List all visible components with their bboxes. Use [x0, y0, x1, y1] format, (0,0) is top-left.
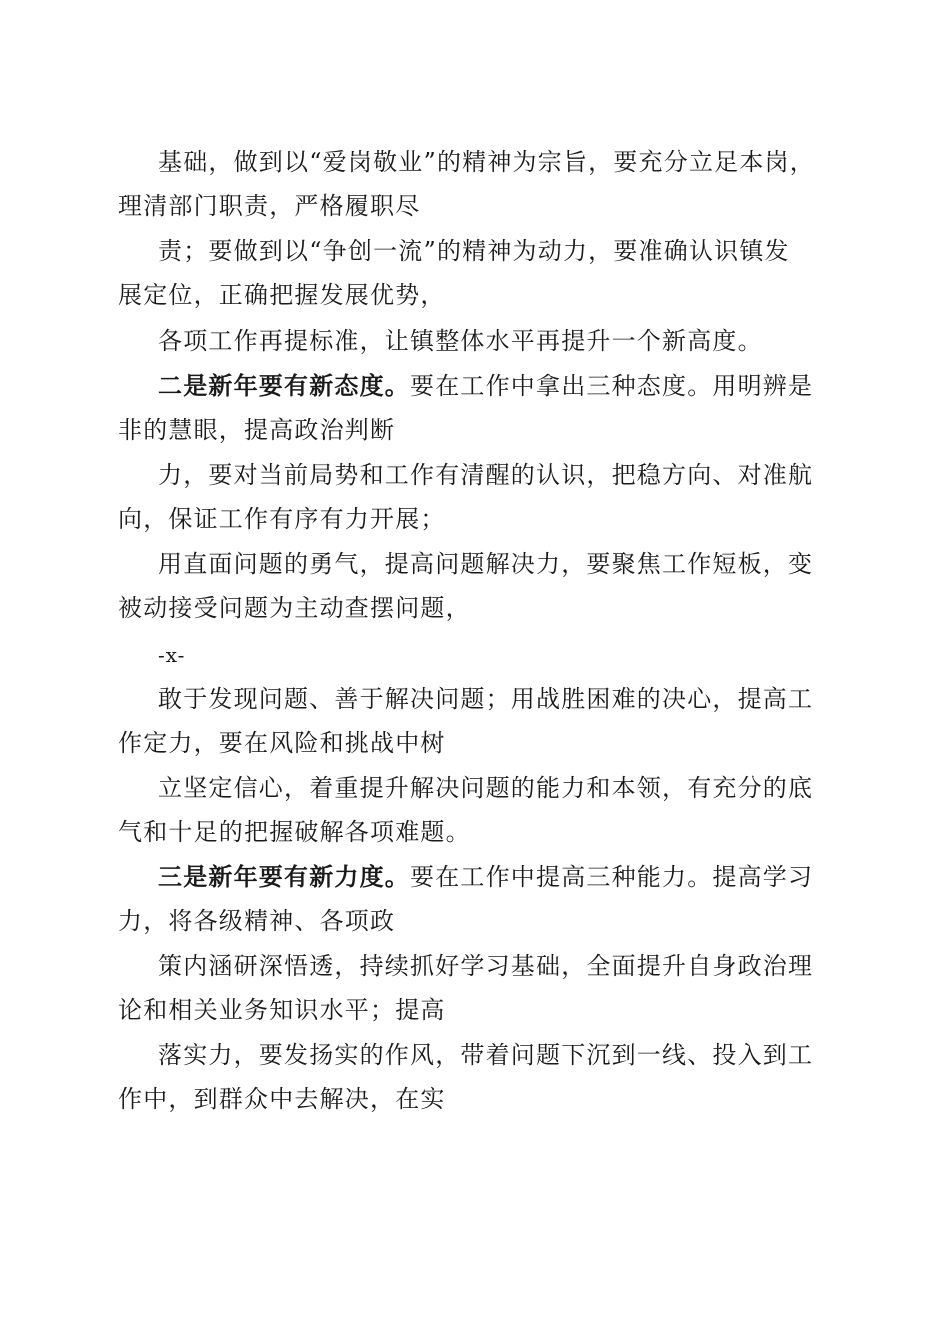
paragraph-9 — [118, 855, 830, 943]
paragraph-line: 责；要做到以“争创一流”的精神为动力，要准确认识镇发 — [158, 237, 790, 265]
paragraph-line: 理清部门职责，严格履职尽 — [118, 192, 421, 220]
paragraph-line: 作中，到群众中去解决，在实 — [118, 1085, 446, 1113]
paragraph-line: 向，保证工作有序有力开展； — [118, 505, 446, 533]
paragraph-line: 被动接受问题为主动查摆问题， — [118, 594, 471, 622]
page-number: -x- — [158, 643, 186, 667]
section-lead-heading: 二是新年要有新态度。 — [158, 371, 410, 400]
paragraph-10 — [118, 944, 830, 1032]
paragraph-11 — [118, 1033, 830, 1121]
paragraph-line: 力，将各级精神、各项政 — [118, 907, 396, 935]
section-lead-heading: 三是新年要有新力度。 — [158, 862, 410, 891]
paragraph-line: 基础，做到以“爱岗敬业”的精神为宗旨，要充分立足本岗， — [158, 148, 815, 176]
paragraph-8 — [118, 766, 830, 854]
paragraph-line: 立坚定信心，着重提升解决问题的能力和本领，有充分的底 — [158, 774, 814, 802]
paragraph-line: 用直面问题的勇气，提高问题解决力，要聚焦工作短板，变 — [158, 550, 814, 578]
paragraph-line: 论和相关业务知识水平；提高 — [118, 996, 446, 1024]
paragraph-line — [118, 855, 830, 899]
paragraph-2 — [118, 229, 830, 317]
paragraph-3 — [118, 319, 830, 363]
paragraph-line: 力，要对当前局势和工作有清醒的认识，把稳方向、对准航 — [158, 461, 814, 489]
paragraph-7 — [118, 677, 830, 765]
section-lead-text: 要在工作中提高三种能力。提高学习 — [410, 863, 814, 891]
paragraph-line: 策内涵研深悟透，持续抓好学习基础，全面提升自身政治理 — [158, 952, 814, 980]
paragraph-line: 气和十足的把握破解各项难题。 — [118, 818, 471, 846]
paragraph-4 — [118, 364, 830, 452]
paragraph-line: 非的慧眼，提高政治判断 — [118, 416, 396, 444]
paragraph-5 — [118, 453, 830, 541]
paragraph-1 — [118, 140, 830, 228]
paragraph-6 — [118, 542, 830, 630]
paragraph-line: 展定位，正确把握发展优势， — [118, 281, 446, 309]
section-lead-text: 要在工作中拿出三种态度。用明辨是 — [410, 372, 814, 400]
paragraph-line: 各项工作再提标准，让镇整体水平再提升一个新高度。 — [158, 327, 763, 355]
paragraph-line: 作定力，要在风险和挑战中树 — [118, 729, 446, 757]
paragraph-line — [118, 364, 830, 408]
paragraph-line: 敢于发现问题、善于解决问题；用战胜困难的决心，提高工 — [158, 685, 814, 713]
paragraph-line: 落实力，要发扬实的作风，带着问题下沉到一线、投入到工 — [158, 1041, 814, 1069]
